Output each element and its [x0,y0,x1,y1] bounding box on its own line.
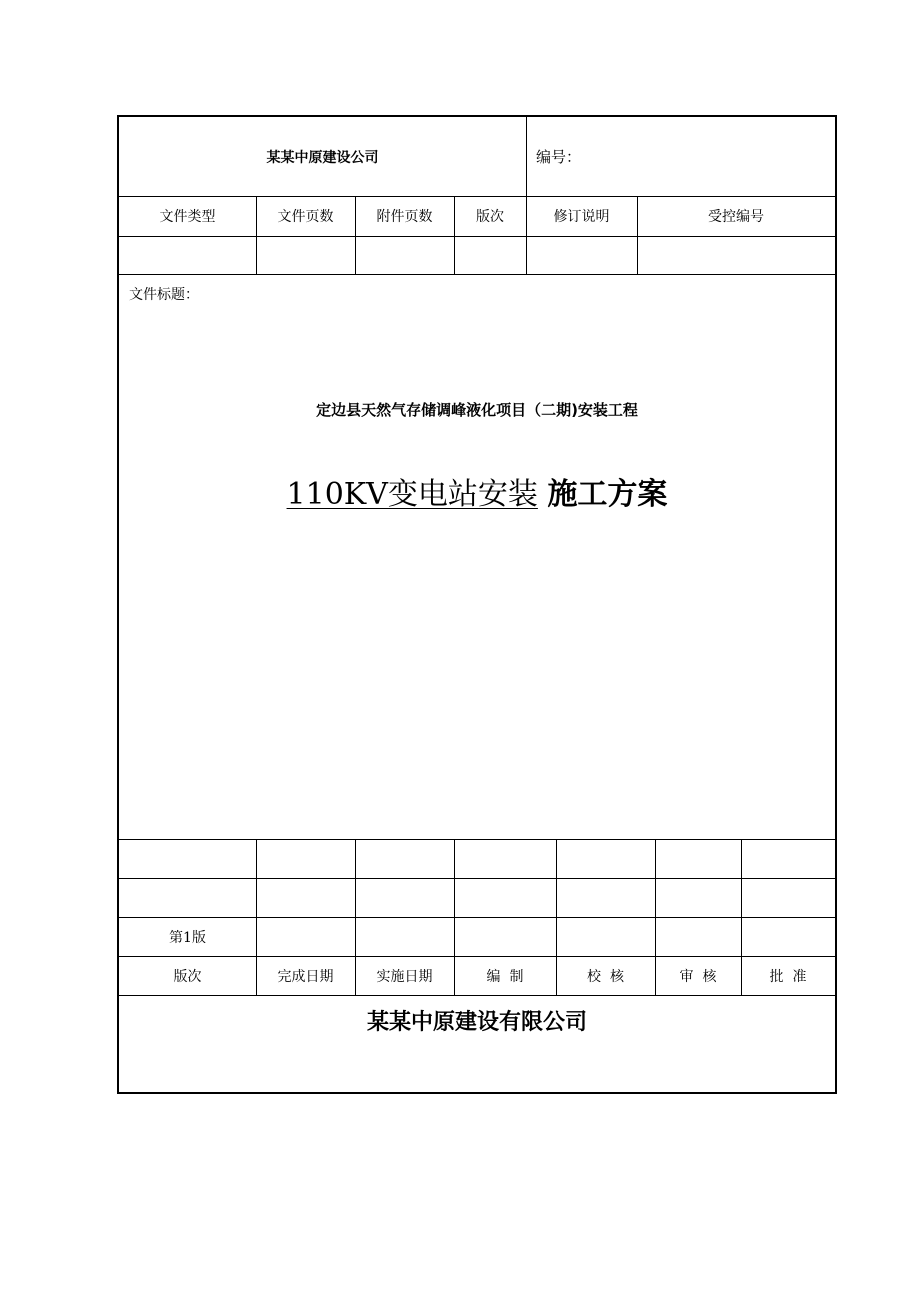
value-file-type [119,236,256,274]
divider [119,878,835,879]
divider [119,839,835,840]
version-cell: 第1版 [169,929,206,946]
value-file-pages [256,236,355,274]
number-label: 编号： [536,148,582,166]
document-cover-frame [117,115,837,1094]
divider [119,995,835,996]
column-header-file-type: 文件类型 [159,209,216,225]
value-control-number [637,236,835,274]
document-title-rest: 施工方案 [547,477,668,512]
column-header-prepared-by: 编 制 [486,968,524,985]
document-title [119,469,835,513]
column-header-revision-notes: 修订说明 [553,209,610,225]
column-header-checked-by: 校 核 [587,968,624,985]
project-name: 定边县天然气存储调峰液化项目（二期)安装工程 [316,401,638,419]
value-attachment-pages [355,236,454,274]
column-header-version: 版次 [173,968,202,985]
column-header-completion-date: 完成日期 [277,968,334,985]
divider [526,117,527,196]
column-header-version: 版次 [476,209,504,225]
column-header-approved-by: 批 准 [769,968,807,985]
footer-company-name: 某某中原建设有限公司 [366,1010,587,1035]
file-title-label: 文件标题： [129,287,199,303]
column-header-control-number: 受控编号 [708,209,764,225]
column-header-file-pages: 文件页数 [277,209,334,225]
divider [119,274,835,275]
document-title-underlined: 110KV变电站安装 [286,477,538,512]
value-revision-notes [526,236,637,274]
value-version [454,236,526,274]
column-header-implementation-date: 实施日期 [376,968,433,985]
column-header-reviewed-by: 审 核 [679,968,717,985]
company-name: 某某中原建设公司 [266,149,379,166]
column-header-attachment-pages: 附件页数 [376,209,433,225]
